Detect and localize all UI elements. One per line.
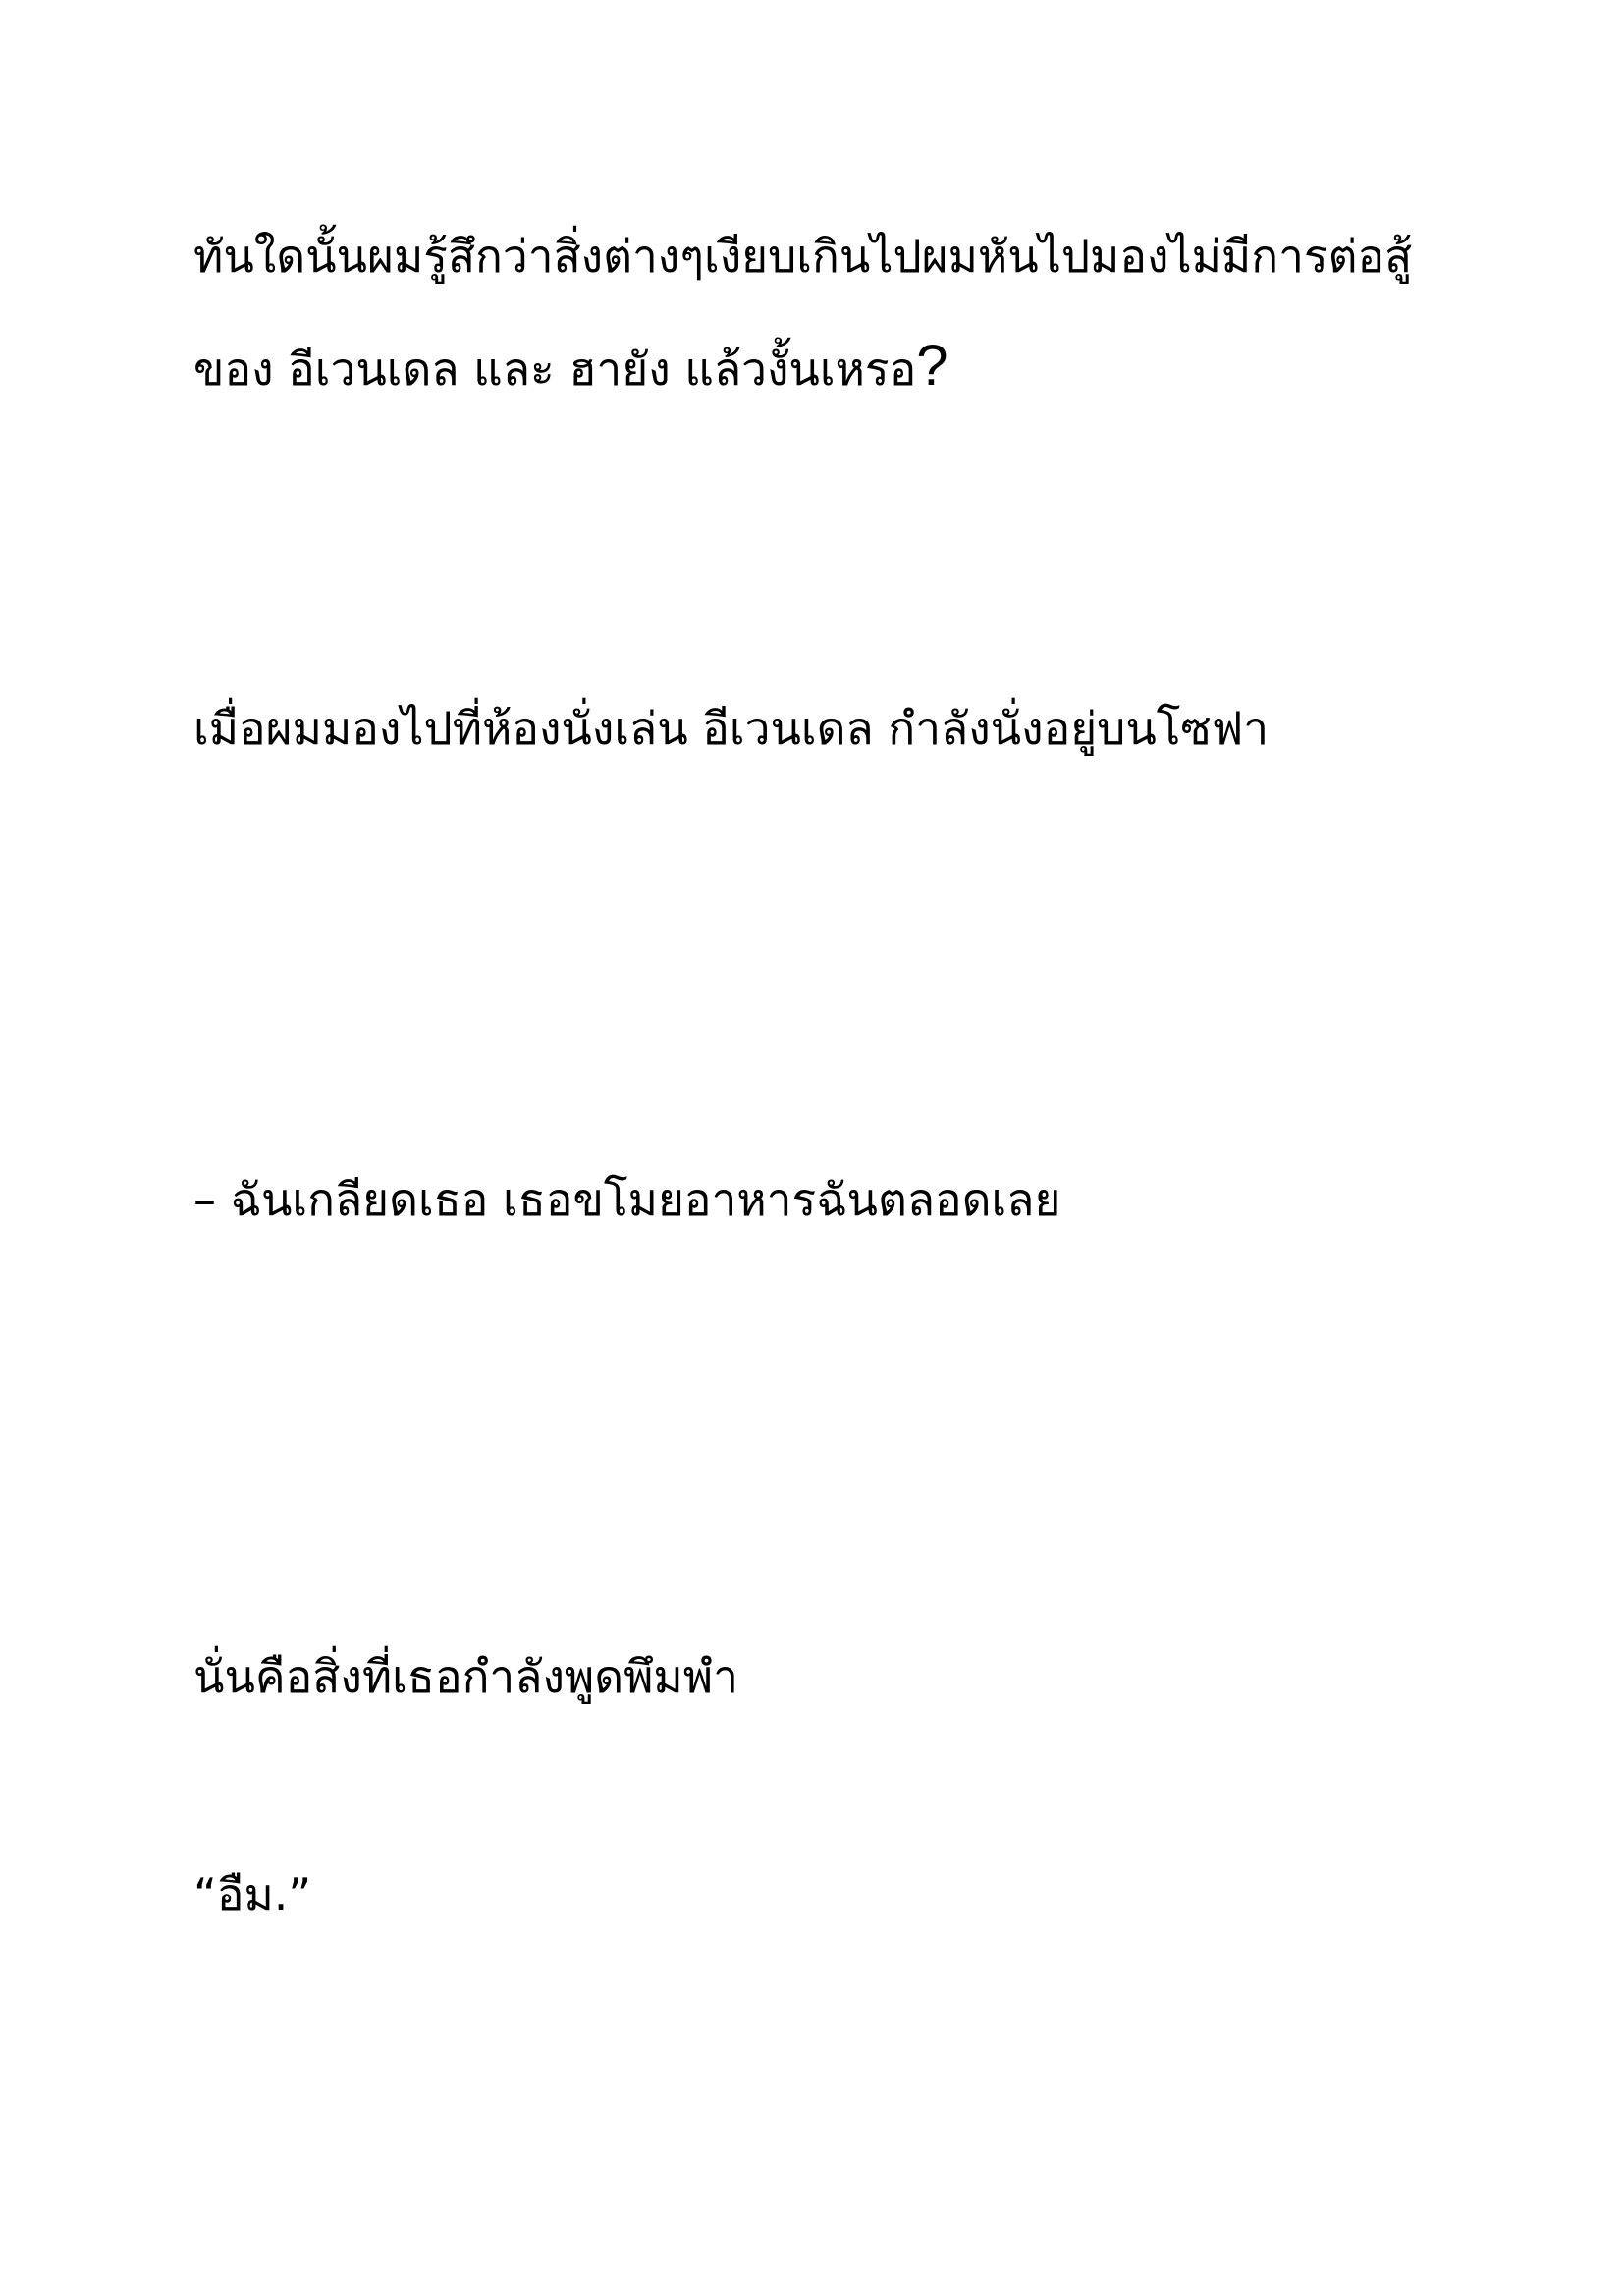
paragraph-5: “อืม.”: [193, 1868, 312, 1921]
paragraph-1-line-1: ทันใดนั้นผมรู้สึกว่าสิ่งต่างๆเงียบเกินไปผมหันไปมองไม่มีการต่อสู้: [193, 230, 1413, 283]
paragraph-2: เมื่อผมมองไปที่ห้องนั่งเล่น อีเวนเดล กำลังนั่งอยู่บนโซฟา: [193, 702, 1270, 755]
paragraph-1-line-2-text: ของ อีเวนเดล และ ฮายัง แล้วงั้นเหรอ: [193, 343, 917, 396]
paragraph-1-line-2: [193, 334, 948, 399]
question-mark: ?: [916, 334, 948, 398]
paragraph-3: – ฉันเกลียดเธอ เธอขโมยอาหารฉันตลอดเลย: [193, 1173, 1061, 1226]
paragraph-4: นั่นคือสิ่งที่เธอกำลังพูดพึมพำ: [193, 1650, 738, 1703]
